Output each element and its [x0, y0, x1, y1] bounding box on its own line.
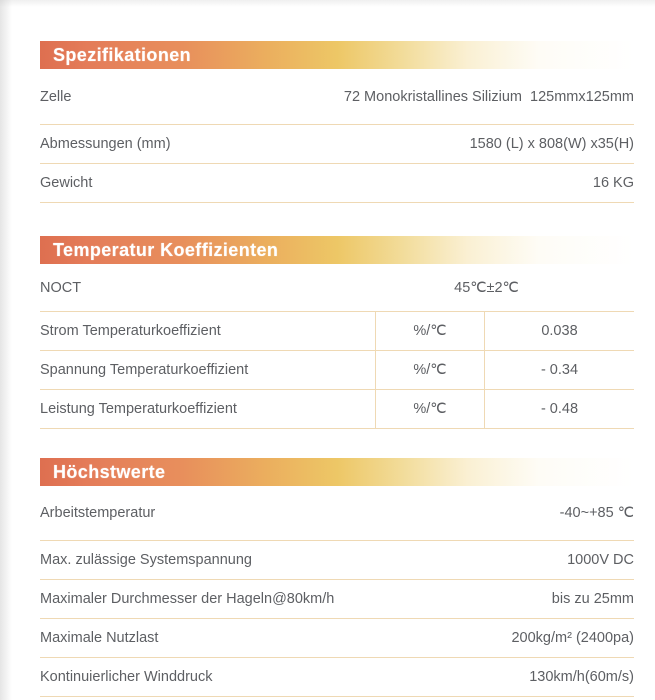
table-row: [40, 69, 634, 125]
scan-edge-top: [0, 0, 655, 7]
row-unit: %/℃: [375, 390, 484, 428]
table-row: [40, 390, 634, 429]
row-value: -40~+85 ℃: [559, 505, 634, 521]
row-value: 1580 (L) x 808(W) x35(H): [469, 136, 634, 152]
section-header-bar: [40, 236, 634, 264]
section-spezifikationen: [40, 41, 634, 203]
row-value: 45℃±2℃: [454, 279, 519, 296]
table-row: [40, 658, 634, 697]
row-value: - 0.48: [484, 390, 634, 428]
row-label: Strom Temperaturkoeffizient: [40, 323, 221, 339]
row-label: Zelle: [40, 88, 72, 105]
row-label: Maximaler Durchmesser der Hageln@80km/h: [40, 591, 335, 607]
table-row: [40, 312, 634, 351]
row-label: Arbeitstemperatur: [40, 505, 156, 521]
section-temperatur-koeffizienten: [40, 236, 634, 429]
row-value: 16 KG: [592, 175, 634, 191]
row-label: Abmessungen (mm): [40, 136, 171, 152]
table-row: [40, 125, 634, 164]
row-label: Kontinuierlicher Winddruck: [40, 669, 213, 685]
row-label: Max. zulässige Systemspannung: [40, 552, 252, 568]
row-label: NOCT: [40, 279, 82, 296]
section-hoechstwerte: [40, 458, 634, 697]
table-row: [40, 164, 634, 203]
row-value: - 0.34: [484, 351, 634, 389]
datasheet-content: [40, 41, 634, 697]
row-label: Gewicht: [40, 175, 93, 191]
row-unit: %/℃: [375, 351, 484, 389]
row-label: Spannung Temperaturkoeffizient: [40, 362, 249, 378]
table-row: [40, 580, 634, 619]
row-label: Leistung Temperaturkoeffizient: [40, 401, 237, 417]
row-value: 1000V DC: [567, 552, 634, 568]
section-header-bar: [40, 41, 634, 69]
row-value: 72 Monokristallines Silizium 125mmx125mm: [343, 88, 634, 105]
section-title: Höchstwerte: [53, 462, 166, 482]
scan-edge-left: [0, 0, 12, 700]
row-unit: %/℃: [375, 312, 484, 350]
section-title: Temperatur Koeffizienten: [53, 240, 279, 260]
table-row: [40, 619, 634, 658]
table-row: [40, 486, 634, 541]
section-title: Spezifikationen: [53, 45, 192, 65]
row-value: 0.038: [484, 312, 634, 350]
row-value: bis zu 25mm: [551, 591, 634, 607]
row-value: 200kg/m² (2400pa): [511, 630, 634, 646]
section-header-bar: [40, 458, 634, 486]
row-label: Maximale Nutzlast: [40, 630, 159, 646]
table-row: [40, 351, 634, 390]
table-row: [40, 541, 634, 580]
table-row-noct: [40, 264, 634, 312]
row-value: 130km/h(60m/s): [529, 669, 634, 685]
